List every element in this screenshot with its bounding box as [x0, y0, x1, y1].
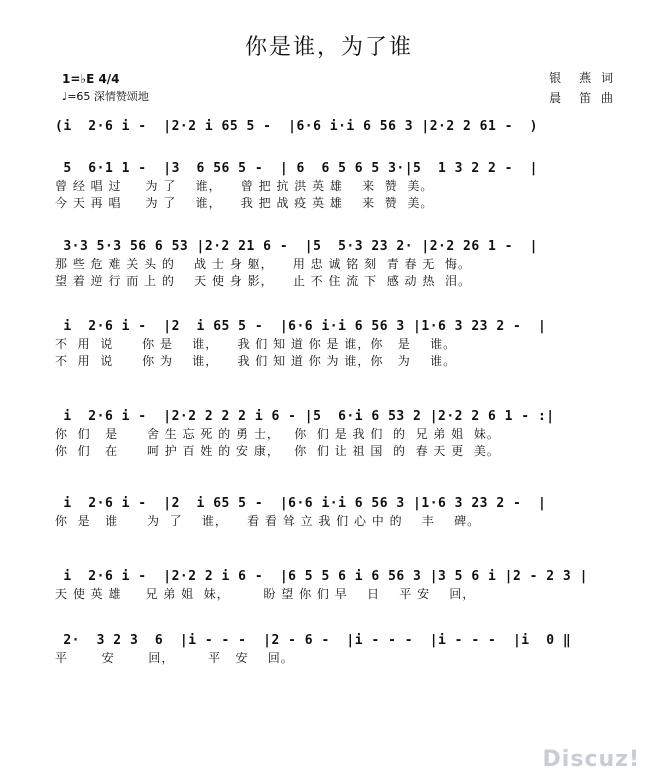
song-title: 你是谁，为了谁 — [244, 35, 413, 60]
lyric-row: 你 们 是 舍 生 忘 死 的 勇 士， 你 们 是 我 们 的 兄 弟 姐 妹。 — [55, 427, 500, 441]
score-line — [55, 160, 615, 212]
score-line — [55, 495, 615, 530]
score-line — [55, 238, 615, 290]
watermark-logo: Discuz! — [542, 747, 640, 772]
key-signature: 1=♭E 4/4 — [62, 72, 120, 86]
notation-row: i 2·6 i - |2·2 2 i 6 - |6 5 5 6 i 6 56 3 |3 5 6 i |2 - 2 3 | — [55, 569, 588, 584]
notation-row: 3·3 5·3 56 6 53 |2·2 21 6 - |5 5·3 23 2· |2·2 26 1 - | — [55, 239, 538, 254]
lyric-row: 不 用 说 你 为 谁， 我 们 知 道 你 为 谁，你 为 谁。 — [55, 354, 457, 368]
score-line — [55, 318, 615, 370]
notation-row: i 2·6 i - |2 i 65 5 - |6·6 i·i 6 56 3 |1·6 3 23 2 - | — [55, 496, 547, 511]
lyric-row: 那 些 危 难 关 头 的 战 士 身 躯， 用 忠 诚 铭 刻 青 春 无 悔。 — [55, 257, 471, 271]
lyric-row: 曾 经 唱 过 为 了 谁， 曾 把 抗 洪 英 雄 来 赞 美。 — [55, 179, 434, 193]
lyric-row: 平 安 回， 平 安 回。 — [55, 651, 294, 665]
lyric-row: 望 着 逆 行 而 上 的 天 使 身 影， 止 不 住 流 下 感 动 热 泪。 — [55, 274, 471, 288]
lyric-row: 你 们 在 呵 护 百 姓 的 安 康， 你 们 让 祖 国 的 春 天 更 美。 — [55, 444, 500, 458]
score-line — [55, 568, 615, 603]
lyric-row: 今 天 再 唱 为 了 谁， 我 把 战 疫 英 雄 来 赞 美。 — [55, 196, 434, 210]
key-signature-block — [62, 70, 149, 106]
credits-block — [549, 68, 616, 108]
score-line — [55, 408, 615, 460]
notation-row: i 2·6 i - |2 i 65 5 - |6·6 i·i 6 56 3 |1·6 3 23 2 - | — [55, 319, 547, 334]
lyric-row: 天 使 英 雄 兄 弟 姐 妹， 盼 望 你 们 早 日 平 安 回， — [55, 587, 476, 601]
composer-credit: 晨 笛 曲 — [549, 91, 616, 105]
lyric-row: 不 用 说 你 是 谁， 我 们 知 道 你 是 谁，你 是 谁。 — [55, 337, 457, 351]
notation-row: 2· 3 2 3 6 |i - - - |2 - 6 - |i - - - |i - - - |i 0 ‖ — [55, 633, 572, 648]
notation-row: 5 6·1 1 - |3 6 56 5 - | 6 6 5 6 5 3·|5 1 3 2 2 - | — [55, 161, 538, 176]
score-line — [55, 118, 615, 136]
lyric-row: 你 是 谁 为 了 谁， 看 看 耸 立 我 们 心 中 的 丰 碑。 — [55, 514, 481, 528]
lyricist-credit: 银 燕 词 — [549, 71, 616, 85]
notation-row: (i 2·6 i - |2·2 i 65 5 - |6·6 i·i 6 56 3 |2·2 2 61 - ) — [55, 119, 538, 134]
score-line — [55, 632, 615, 667]
notation-row: i 2·6 i - |2·2 2 2 2 i 6 - |5 6·i 6 53 2 |2·2 2 6 1 - :| — [55, 409, 555, 424]
tempo-marking: ♩=65 深情赞颂地 — [62, 90, 149, 103]
